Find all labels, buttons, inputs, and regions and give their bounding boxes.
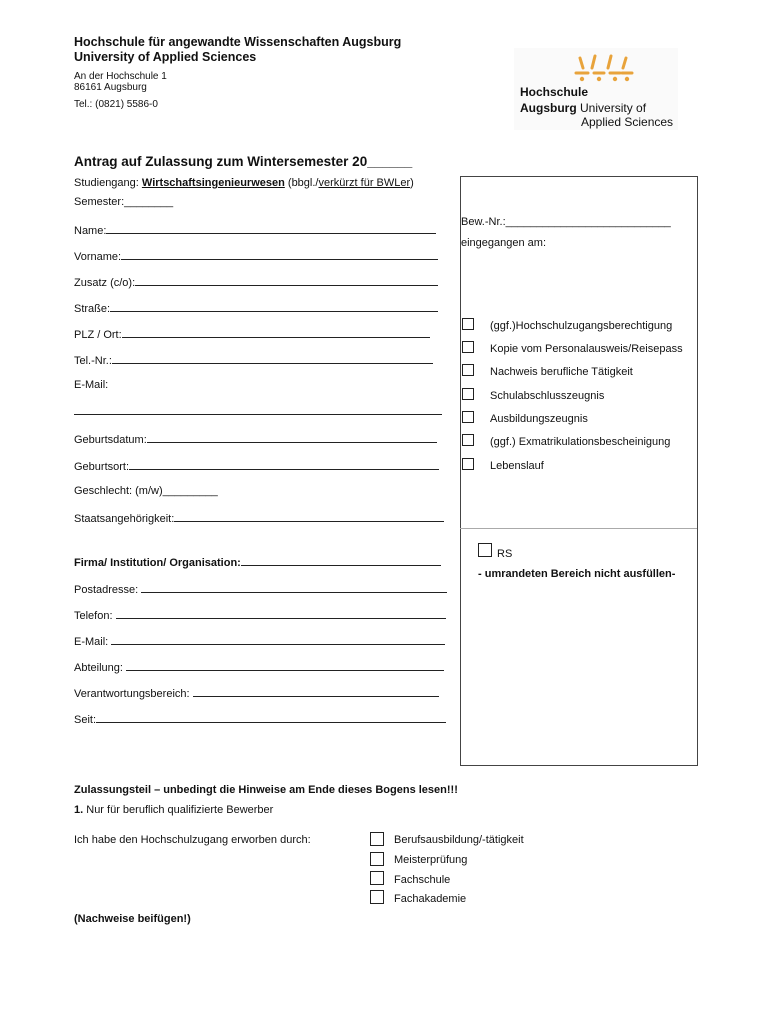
tel-label: Tel.-Nr.: bbox=[74, 355, 112, 367]
verantwortungsbereich-label: Verantwortungsbereich: bbox=[74, 688, 193, 700]
geburtsdatum-field[interactable] bbox=[147, 432, 437, 443]
abteilung-label: Abteilung: bbox=[74, 662, 126, 674]
logo-line-2-rest: University of bbox=[580, 101, 647, 115]
zusatz-field[interactable] bbox=[135, 275, 438, 286]
option-meisterpruefung: Meisterprüfung bbox=[394, 854, 468, 866]
logo-line-3: Applied Sciences bbox=[581, 115, 674, 129]
email-field[interactable] bbox=[74, 404, 442, 415]
logo-mark-icon bbox=[514, 48, 678, 88]
institution-name-de: Hochschule für angewandte Wissenschaften Augsburg bbox=[74, 35, 402, 49]
office-use-note: - umrandeten Bereich nicht ausfüllen- bbox=[478, 568, 676, 580]
geschlecht-field[interactable]: Geschlecht: (m/w)_________ bbox=[74, 485, 218, 497]
rs-label: RS bbox=[497, 548, 513, 560]
vorname-label: Vorname: bbox=[74, 251, 122, 263]
check-label-exmatrikulation: (ggf.) Exmatrikulationsbescheinigung bbox=[490, 436, 671, 448]
checkbox-meisterpruefung[interactable] bbox=[370, 852, 384, 866]
checkbox-fachakademie[interactable] bbox=[370, 890, 384, 904]
check-label-ausbildung: Ausbildungszeugnis bbox=[490, 413, 588, 425]
tel-field[interactable] bbox=[112, 353, 433, 364]
checkbox-berufsausbildung[interactable] bbox=[370, 832, 384, 846]
name-field[interactable] bbox=[106, 223, 436, 234]
checkbox-schulabschluss[interactable] bbox=[462, 388, 474, 400]
abteilung-field[interactable] bbox=[126, 660, 444, 671]
checkbox-ausbildung[interactable] bbox=[462, 411, 474, 423]
postadresse-field[interactable] bbox=[141, 582, 447, 593]
course-note-close: ) bbox=[410, 177, 414, 189]
seit-label: Seit: bbox=[74, 714, 97, 726]
phone-number: Tel.: (0821) 5586-0 bbox=[74, 99, 158, 110]
vorname-field[interactable] bbox=[121, 249, 438, 260]
zusatz-label: Zusatz (c/o): bbox=[74, 277, 136, 289]
logo-line-2-bold: Augsburg bbox=[520, 101, 577, 115]
verantwortungsbereich-field[interactable] bbox=[193, 686, 439, 697]
telefon-field[interactable] bbox=[116, 608, 446, 619]
course-line bbox=[74, 177, 414, 189]
address-line-1: An der Hochschule 1 bbox=[74, 71, 167, 82]
office-use-divider bbox=[460, 528, 697, 529]
option-fachschule: Fachschule bbox=[394, 874, 451, 886]
eingegangen-label: eingegangen am: bbox=[461, 237, 547, 249]
plz-ort-label: PLZ / Ort: bbox=[74, 329, 122, 341]
zulassung-heading: Zulassungsteil – unbedingt die Hinweise am Ende dieses Bogens lesen!!! bbox=[74, 784, 458, 796]
firma-label: Firma/ Institution/ Organisation: bbox=[74, 557, 241, 569]
option-berufsausbildung: Berufsausbildung/-tätigkeit bbox=[394, 834, 524, 846]
email2-field[interactable] bbox=[111, 634, 445, 645]
staatsangehoerigkeit-label: Staatsangehörigkeit: bbox=[74, 513, 175, 525]
course-note-open: (bbgl./ bbox=[287, 177, 319, 189]
plz-ort-field[interactable] bbox=[122, 327, 430, 338]
institution-name-en: University of Applied Sciences bbox=[74, 50, 257, 64]
geburtsort-field[interactable] bbox=[129, 459, 439, 470]
check-label-taetigkeit: Nachweis berufliche Tätigkeit bbox=[490, 366, 633, 378]
checkbox-taetigkeit[interactable] bbox=[462, 364, 474, 376]
staatsangehoerigkeit-field[interactable] bbox=[174, 511, 444, 522]
geburtsdatum-label: Geburtsdatum: bbox=[74, 434, 147, 446]
checkbox-lebenslauf[interactable] bbox=[462, 458, 474, 470]
university-logo bbox=[514, 48, 678, 130]
strasse-label: Straße: bbox=[74, 303, 111, 315]
course-value: Wirtschaftsingenieurwesen bbox=[141, 177, 285, 189]
email-label: E-Mail: bbox=[74, 379, 109, 391]
checkbox-fachschule[interactable] bbox=[370, 871, 384, 885]
semester-field[interactable]: Semester:________ bbox=[74, 196, 174, 208]
item-1-number: 1. bbox=[74, 804, 84, 816]
checkbox-ausweis[interactable] bbox=[462, 341, 474, 353]
seit-field[interactable] bbox=[96, 712, 446, 723]
nachweise-note: (Nachweise beifügen!) bbox=[74, 913, 191, 925]
zugang-question: Ich habe den Hochschulzugang erworben durch: bbox=[74, 834, 311, 846]
checkbox-exmatrikulation[interactable] bbox=[462, 434, 474, 446]
strasse-field[interactable] bbox=[110, 301, 438, 312]
check-label-ausweis: Kopie vom Personalausweis/Reisepass bbox=[490, 343, 683, 355]
form-title: Antrag auf Zulassung zum Wintersemester 20______ bbox=[74, 154, 413, 169]
option-fachakademie: Fachakademie bbox=[394, 893, 467, 905]
checkbox-rs[interactable] bbox=[478, 543, 492, 557]
firma-field[interactable] bbox=[241, 555, 441, 566]
telefon-label: Telefon: bbox=[74, 610, 116, 622]
item-1-text: Nur für beruflich qualifizierte Bewerber bbox=[86, 804, 274, 816]
checkbox-hzb[interactable] bbox=[462, 318, 474, 330]
geburtsort-label: Geburtsort: bbox=[74, 461, 130, 473]
check-label-schulabschluss: Schulabschlusszeugnis bbox=[490, 390, 605, 402]
name-label: Name: bbox=[74, 225, 107, 237]
logo-line-1: Hochschule bbox=[520, 85, 589, 99]
postadresse-label: Postadresse: bbox=[74, 584, 142, 596]
course-note-text: verkürzt für BWLer bbox=[318, 177, 411, 189]
course-label: Studiengang: bbox=[74, 177, 139, 189]
address-line-2: 86161 Augsburg bbox=[74, 82, 147, 93]
bew-nr-field[interactable]: Bew.-Nr.:___________________________ bbox=[461, 216, 671, 228]
email2-label: E-Mail: bbox=[74, 636, 112, 648]
check-label-lebenslauf: Lebenslauf bbox=[490, 460, 544, 472]
check-label-hzb: (ggf.)Hochschulzugangsberechtigung bbox=[490, 320, 673, 332]
